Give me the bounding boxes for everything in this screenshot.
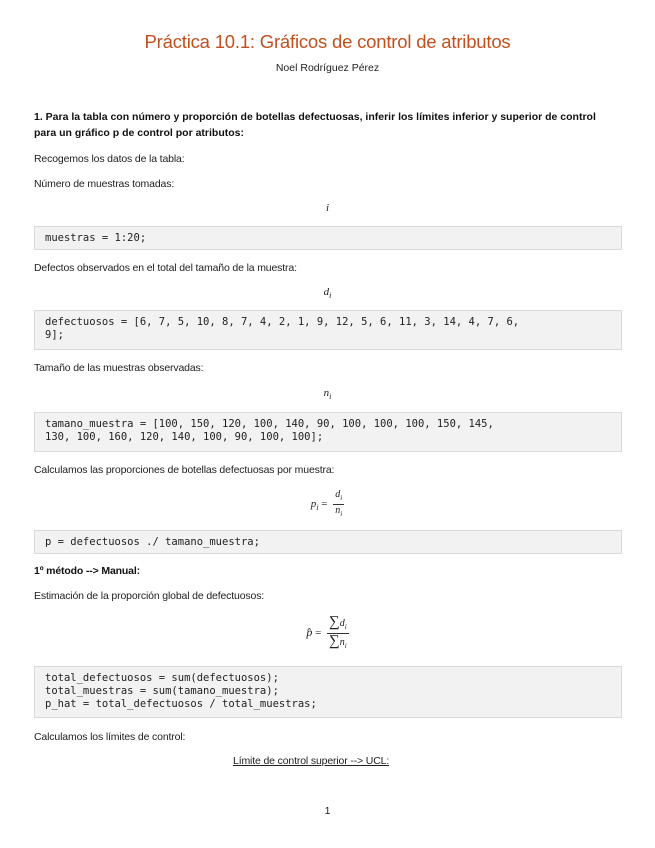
paragraph-collect-data: Recogemos los datos de la tabla: — [34, 153, 185, 165]
paragraph-defects-observed: Defectos observados en el total del tamaño de la muestra: — [34, 262, 297, 274]
math-n-i — [0, 387, 655, 401]
paragraph-global-estimate: Estimación de la proporción global de defectuosos: — [34, 590, 265, 602]
document-title: Práctica 10.1: Gráficos de control de atributos — [144, 31, 511, 52]
method-heading: 1º método --> Manual: — [34, 565, 140, 577]
math-subscript: i — [316, 503, 319, 513]
math-fraction — [327, 615, 349, 652]
code-block-totales: total_defectuosos = sum(defectuosos); total_muestras = sum(tamano_muestra); p_hat = total_defectuosos / total_muestras; — [34, 666, 622, 718]
math-symbol: i — [325, 202, 330, 214]
code-block-proporciones: p = defectuosos ./ tamano_muestra; — [34, 530, 622, 554]
paragraph-proportions: Calculamos las proporciones de botellas defectuosas por muestra: — [34, 464, 335, 476]
math-index-i — [0, 202, 655, 214]
math-equals: = — [315, 627, 322, 640]
page-number: 1 — [324, 805, 331, 817]
math-denominator: $\sum n_i$ — [329, 633, 347, 650]
paragraph-sample-sizes: Tamaño de las muestras observadas: — [34, 362, 204, 374]
math-fraction — [333, 489, 344, 520]
math-symbol: n — [323, 387, 330, 399]
document-author: Noel Rodríguez Pérez — [275, 62, 380, 74]
code-block-tamano-muestra: tamano_muestra = [100, 150, 120, 100, 140, 90, 100, 100, 100, 150, 145, 130, 100, 160, 120, 140, 100, 90, 100, 100]; — [34, 412, 622, 452]
paragraph-control-limits: Calculamos los límites de control: — [34, 731, 186, 743]
math-subscript: i — [329, 291, 332, 301]
ucl-heading: Límite de control superior --> UCL: — [233, 755, 390, 767]
math-denominator: $n_i$ — [335, 505, 343, 518]
math-p-hat-formula — [0, 615, 655, 652]
math-symbol: d — [323, 286, 330, 298]
code-block-muestras: muestras = 1:20; — [34, 226, 622, 250]
math-numerator: $d_i$ — [333, 489, 344, 505]
math-p-i-formula — [0, 489, 655, 520]
math-symbol: p̂ — [306, 625, 313, 640]
math-symbol: p — [310, 498, 317, 511]
math-numerator: $\sum d_i$ — [327, 615, 349, 634]
section-heading: 1. Para la tabla con número y proporción de botellas defectuosas, inferir los límites inferior y superior de control para un gráfico p de control por atributos: — [34, 111, 596, 139]
code-block-defectuosos: defectuosos = [6, 7, 5, 10, 8, 7, 4, 2, 1, 9, 12, 5, 6, 11, 3, 14, 4, 7, 6, 9]; — [34, 310, 622, 350]
math-equals: = — [321, 498, 328, 511]
paragraph-sample-count: Número de muestras tomadas: — [34, 178, 175, 190]
math-d-i — [0, 286, 655, 300]
math-subscript: i — [329, 392, 332, 402]
